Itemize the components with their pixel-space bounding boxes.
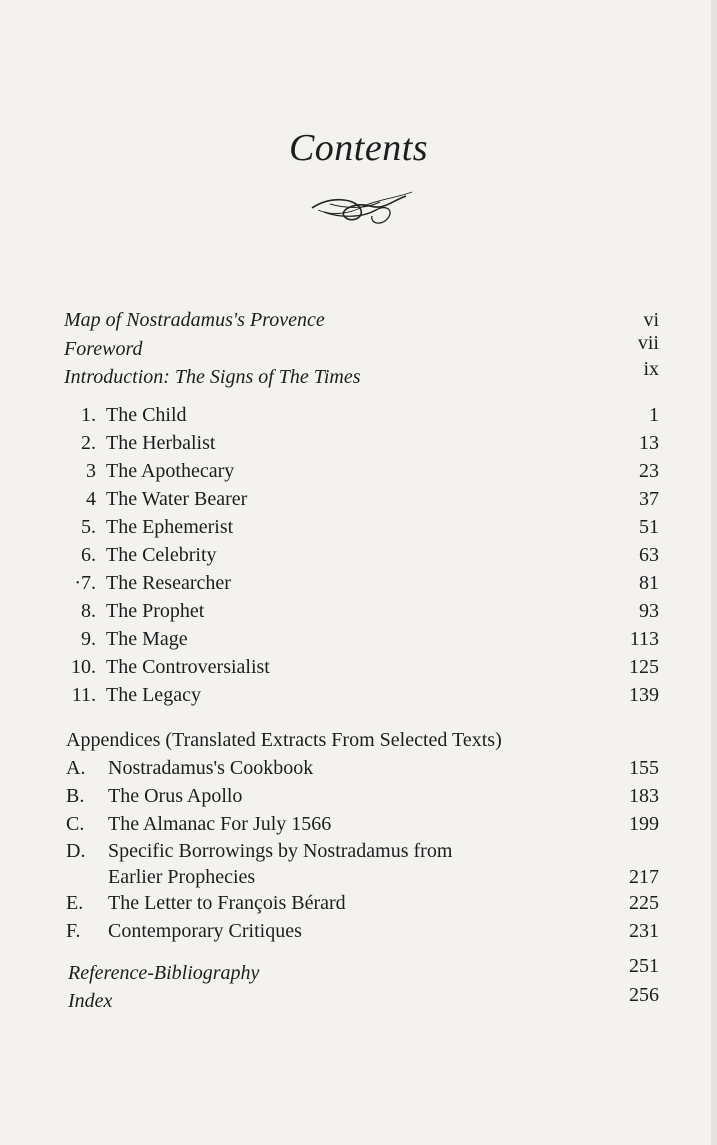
appendices-heading: Appendices (Translated Extracts From Selected Texts)	[66, 729, 502, 751]
toc-entry-bibliography[interactable]: Reference-Bibliography	[68, 962, 260, 984]
toc-chapter-7[interactable]: ·7. The Researcher 81	[74, 572, 659, 594]
toc-appendix-b[interactable]: B. The Orus Apollo 183	[66, 785, 659, 807]
toc-entry-foreword[interactable]: Foreword	[64, 338, 143, 360]
page-title: Contents	[288, 127, 429, 169]
toc-page-bibliography: 251	[629, 955, 659, 977]
toc-chapter-10[interactable]: 10. The Controversialist 125	[71, 656, 659, 678]
toc-appendix-f[interactable]: F. Contemporary Critiques 231	[66, 920, 659, 942]
toc-page-foreword: vii	[637, 332, 659, 354]
flourish-ornament-icon	[310, 188, 416, 232]
toc-chapter-3[interactable]: 3 The Apothecary 23	[86, 460, 659, 482]
toc-appendix-a[interactable]: A. Nostradamus's Cookbook 155	[66, 757, 659, 779]
toc-page-map: vi	[643, 309, 659, 331]
toc-page-introduction: ix	[643, 358, 659, 380]
toc-chapter-5[interactable]: 5. The Ephemerist 51	[81, 516, 659, 538]
toc-chapter-4[interactable]: 4 The Water Bearer 37	[86, 488, 659, 510]
toc-entry-introduction[interactable]: Introduction: The Signs of The Times	[64, 366, 361, 388]
toc-appendix-d-continued[interactable]: Earlier Prophecies 217	[108, 866, 659, 888]
toc-chapter-11[interactable]: 11. The Legacy 139	[71, 684, 659, 706]
toc-chapter-8[interactable]: 8. The Prophet 93	[81, 600, 659, 622]
toc-appendix-d[interactable]: D. Specific Borrowings by Nostradamus from	[66, 840, 453, 862]
toc-entry-map[interactable]: Map of Nostradamus's Provence	[64, 309, 325, 331]
toc-page-index: 256	[629, 984, 659, 1006]
toc-chapter-1[interactable]: 1. The Child 1	[81, 404, 659, 426]
toc-chapter-2[interactable]: 2. The Herbalist 13	[81, 432, 659, 454]
toc-chapter-6[interactable]: 6. The Celebrity 63	[81, 544, 659, 566]
toc-chapter-9[interactable]: 9. The Mage 113	[81, 628, 659, 650]
toc-appendix-c[interactable]: C. The Almanac For July 1566 199	[66, 813, 659, 835]
toc-appendix-e[interactable]: E. The Letter to François Bérard 225	[66, 892, 659, 914]
toc-entry-index[interactable]: Index	[68, 990, 113, 1012]
